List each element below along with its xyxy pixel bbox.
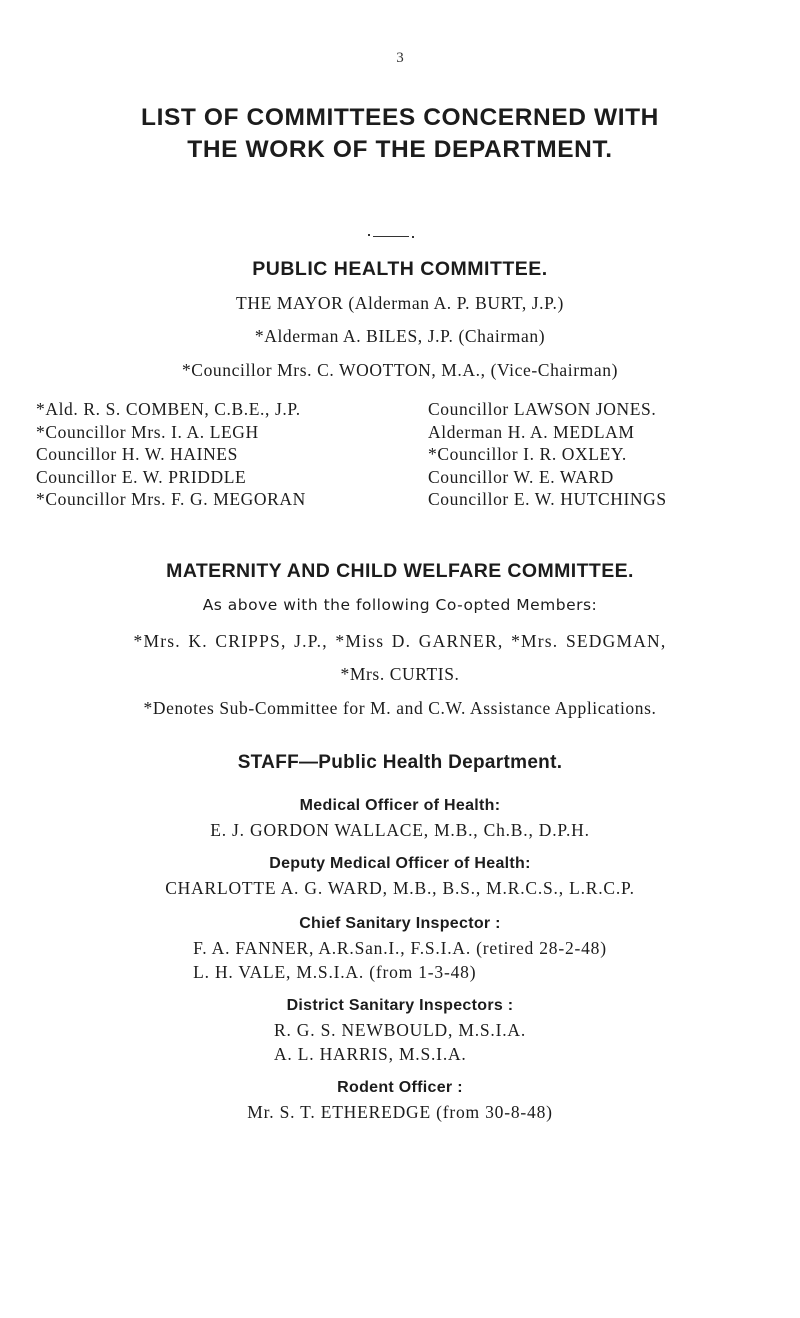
member-entry: *Councillor I. R. OXLEY. xyxy=(428,444,627,465)
staff-rodent-officer xyxy=(0,1076,800,1124)
public-health-committee-heading: PUBLIC HEALTH COMMITTEE. xyxy=(252,258,548,280)
page-title xyxy=(0,102,800,166)
member-entry: Councillor E. W. PRIDDLE xyxy=(36,466,247,487)
staff-deputy-medical-officer xyxy=(0,852,800,900)
member-entry: Alderman H. A. MEDLAM xyxy=(428,421,635,442)
coopted-members-line-2: *Mrs. CURTIS. xyxy=(340,664,460,684)
page-number: 3 xyxy=(396,50,404,66)
staff-role-title: District Sanitary Inspectors : xyxy=(286,997,514,1014)
maternity-committee-heading: MATERNITY AND CHILD WELFARE COMMITTEE. xyxy=(166,560,634,582)
staff-medical-officer xyxy=(0,794,800,842)
sub-committee-footnote: *Denotes Sub-Committee for M. and C.W. Assistance Applications. xyxy=(143,698,657,718)
member-entry: Councillor LAWSON JONES. xyxy=(428,399,657,419)
page-title-line-2: THE WORK OF THE DEPARTMENT. xyxy=(187,136,613,163)
coopted-members-line-1: *Mrs. K. CRIPPS, J.P., *Miss D. GARNER, *Mrs. SEDGMAN, xyxy=(133,631,667,651)
staff-heading: STAFF—Public Health Department. xyxy=(237,752,563,773)
staff-name: F. A. FANNER, A.R.San.I., F.S.I.A. (retired 28-2-48) xyxy=(193,938,607,958)
members-left-column xyxy=(36,398,306,511)
staff-role-title: Rodent Officer : xyxy=(337,1079,463,1096)
staff-name: CHARLOTTE A. G. WARD, M.B., B.S., M.R.C.S., L.R.C.P. xyxy=(165,878,635,898)
coopted-intro: As above with the following Co-opted Members: xyxy=(202,596,598,614)
chairman-line: *Alderman A. BILES, J.P. (Chairman) xyxy=(254,326,546,346)
section-divider-ornament xyxy=(373,236,409,237)
member-entry: Councillor E. W. HUTCHINGS xyxy=(428,489,667,510)
member-entry: *Ald. R. S. COMBEN, C.B.E., J.P. xyxy=(36,399,301,419)
staff-name: L. H. VALE, M.S.I.A. (from 1-3-48) xyxy=(193,962,477,982)
members-right-column xyxy=(428,398,667,511)
member-entry: *Councillor Mrs. F. G. MEGORAN xyxy=(36,489,306,510)
staff-name: R. G. S. NEWBOULD, M.S.I.A. xyxy=(273,1020,527,1040)
page-title-line-1: LIST OF COMMITTEES CONCERNED WITH xyxy=(141,104,659,131)
member-entry: *Councillor Mrs. I. A. LEGH xyxy=(36,421,259,442)
mayor-line: THE MAYOR (Alderman A. P. BURT, J.P.) xyxy=(236,293,564,313)
staff-name: Mr. S. T. ETHEREDGE (from 30-8-48) xyxy=(247,1102,553,1122)
staff-role-title: Deputy Medical Officer of Health: xyxy=(269,855,531,872)
staff-name: A. L. HARRIS, M.S.I.A. xyxy=(273,1044,467,1064)
staff-chief-sanitary-inspector xyxy=(0,912,800,984)
staff-name: E. J. GORDON WALLACE, M.B., Ch.B., D.P.H. xyxy=(210,820,590,840)
staff-district-sanitary-inspectors xyxy=(0,994,800,1066)
vice-chairman-line: *Councillor Mrs. C. WOOTTON, M.A., (Vice-Chairman) xyxy=(181,360,619,380)
member-entry: Councillor W. E. WARD xyxy=(428,466,614,487)
staff-role-title: Medical Officer of Health: xyxy=(299,797,501,814)
member-entry: Councillor H. W. HAINES xyxy=(36,444,238,465)
staff-role-title: Chief Sanitary Inspector : xyxy=(299,915,501,932)
